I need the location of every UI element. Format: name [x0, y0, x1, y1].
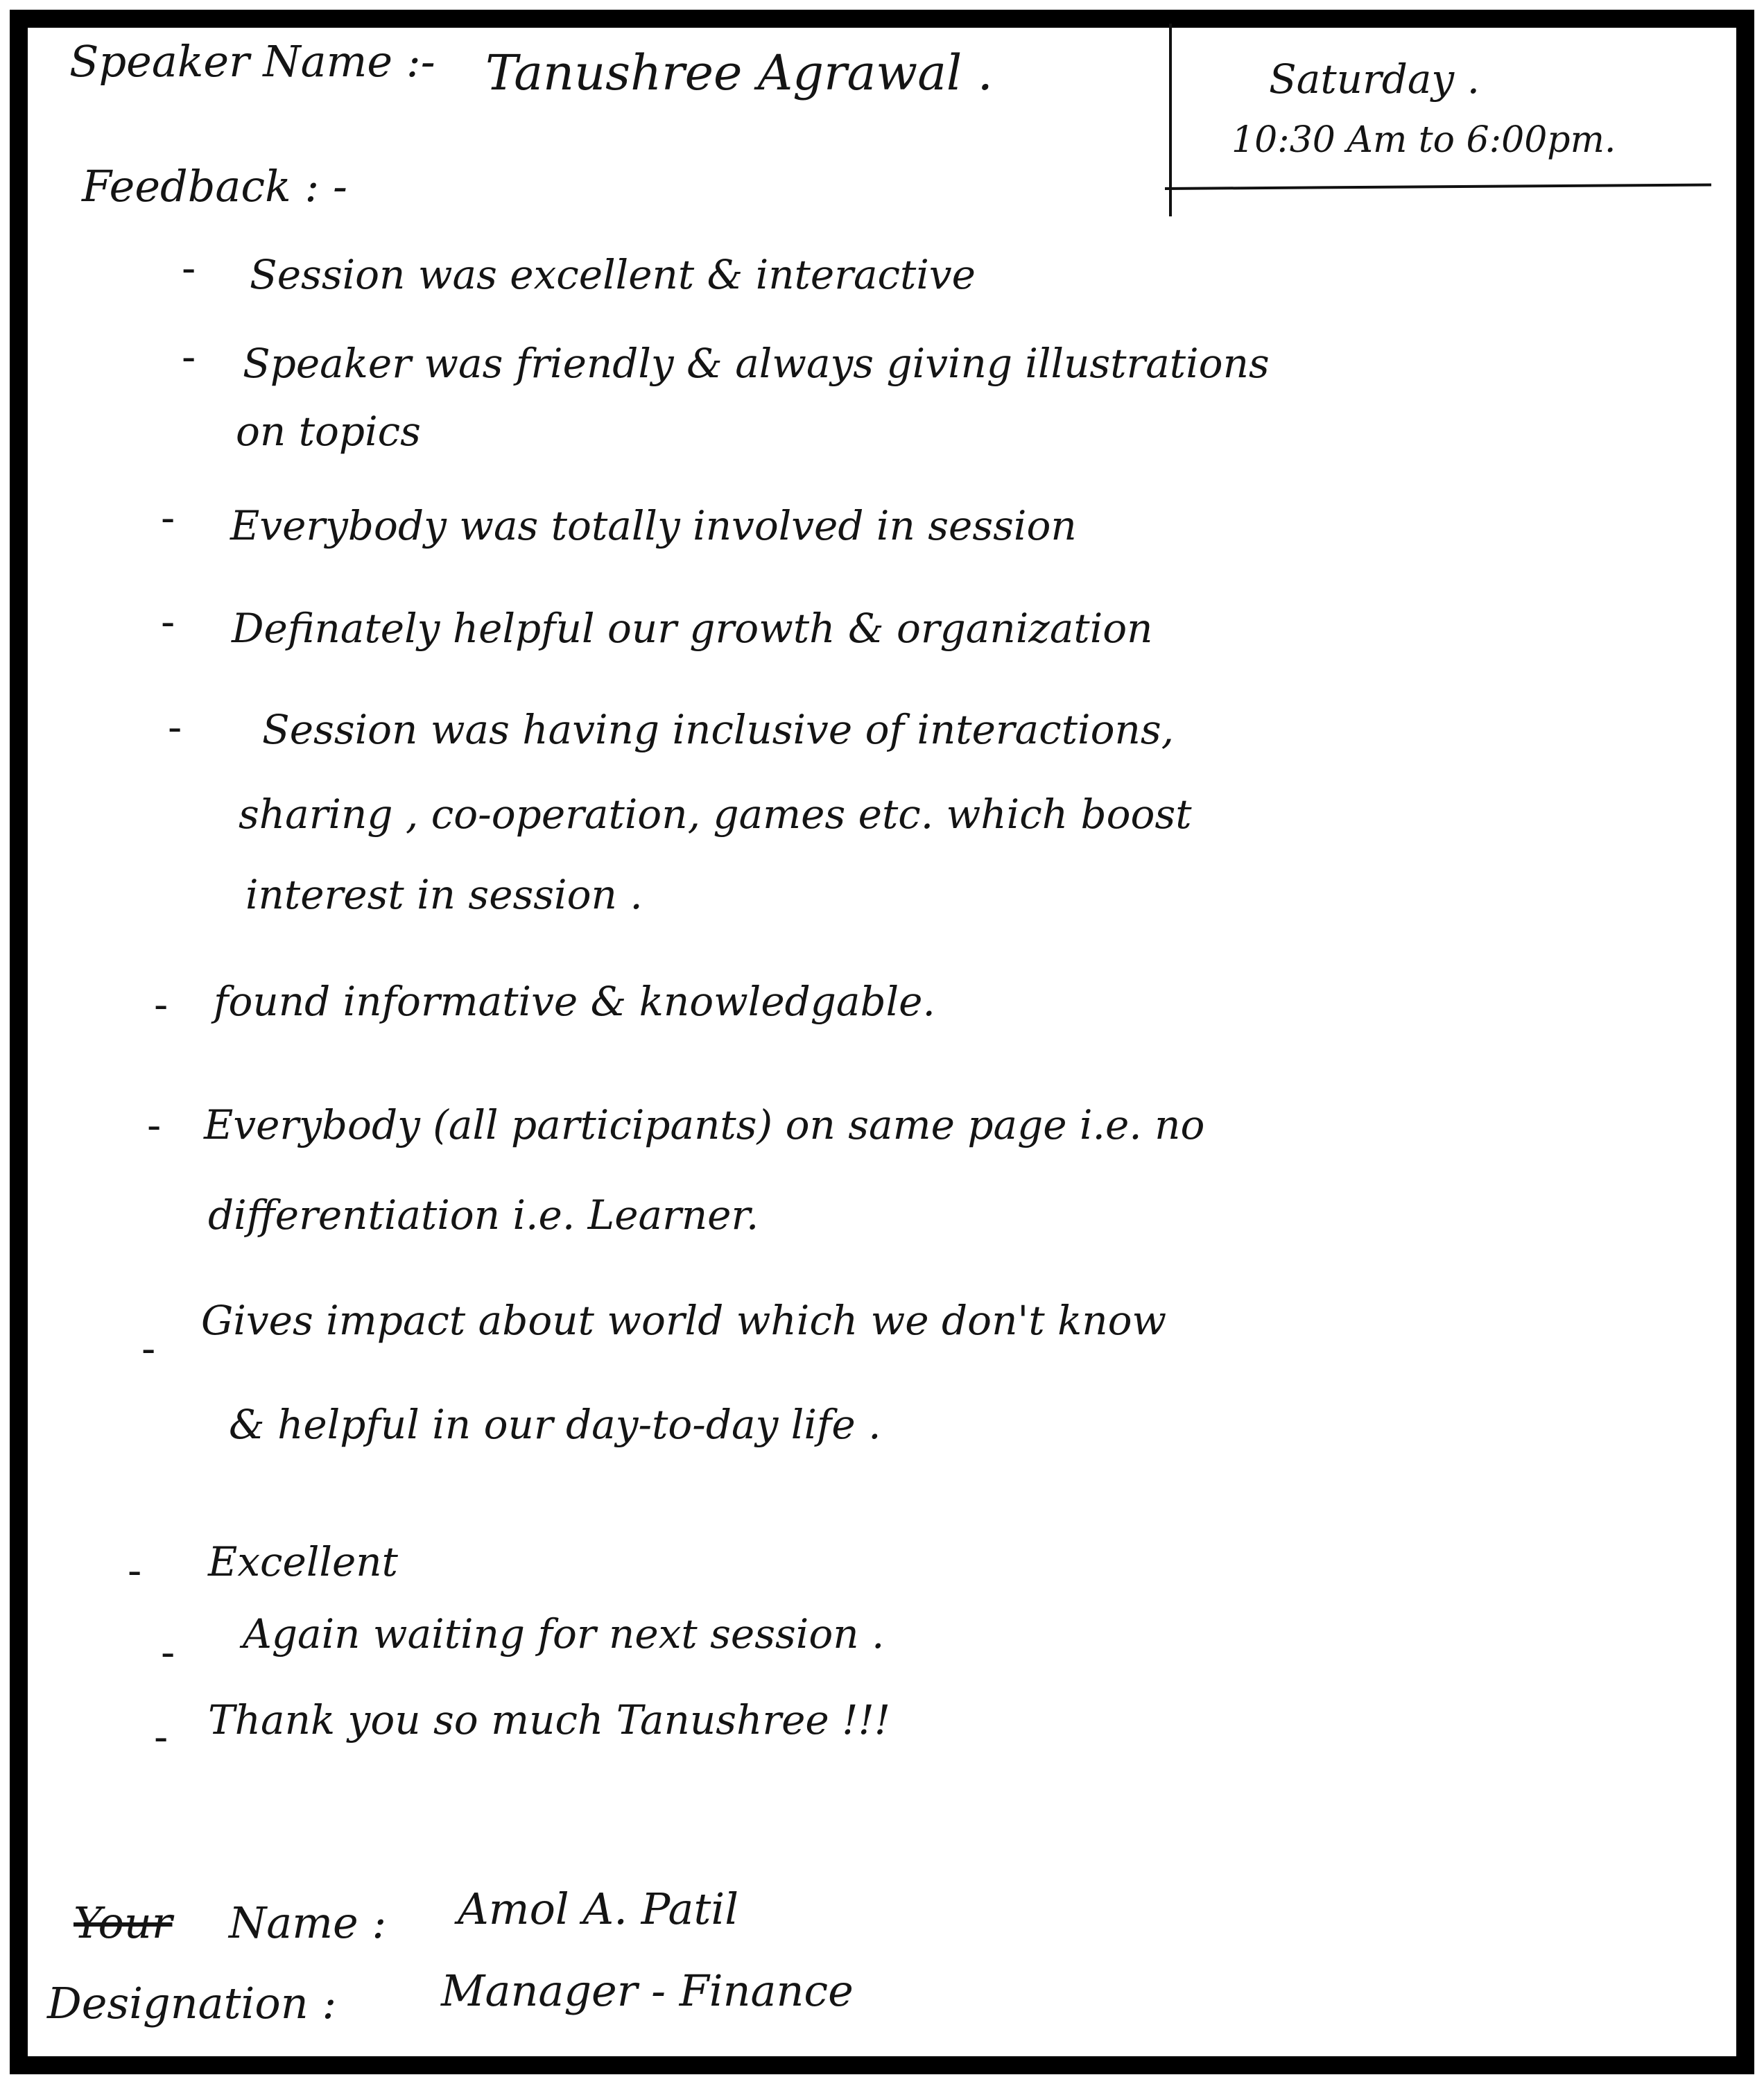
designation-label: Designation :: [47, 1978, 337, 2029]
bullet-dash: -: [182, 244, 196, 293]
bullet-dash: -: [141, 1325, 156, 1373]
schedule-day: Saturday .: [1269, 55, 1480, 103]
feedback-item: Definately helpful our growth & organization: [232, 605, 1153, 652]
bullet-dash: -: [161, 494, 175, 542]
schedule-time: 10:30 Am to 6:00pm.: [1231, 119, 1616, 161]
feedback-item: differentiation i.e. Learner.: [208, 1191, 759, 1239]
speaker-label: Speaker Name :-: [69, 36, 435, 87]
feedback-item: Session was having inclusive of interactions,: [262, 706, 1175, 753]
feedback-item: found informative & knowledgable.: [214, 978, 935, 1025]
page-border: [10, 10, 1754, 2074]
bullet-dash: -: [168, 703, 182, 752]
bullet-dash: -: [154, 981, 168, 1029]
feedback-item: & helpful in our day-to-day life .: [229, 1401, 881, 1448]
feedback-item: Again waiting for next session .: [243, 1610, 885, 1657]
feedback-item: sharing , co-operation, games etc. which boost: [239, 791, 1192, 838]
bullet-dash: -: [147, 1101, 162, 1150]
speaker-name: Tanushree Agrawal .: [485, 44, 993, 101]
feedback-item: on topics: [236, 408, 421, 455]
bullet-dash: -: [161, 1628, 175, 1677]
feedback-item: Speaker was friendly & always giving illustrations: [243, 340, 1270, 387]
feedback-item: Session was excellent & interactive: [250, 251, 976, 298]
feedback-label: Feedback : -: [82, 161, 347, 212]
feedback-item: Everybody (all participants) on same page i.e. no: [204, 1101, 1205, 1148]
bullet-dash: -: [154, 1713, 168, 1762]
feedback-item: Everybody was totally involved in session: [230, 502, 1077, 549]
bullet-dash: -: [161, 598, 175, 646]
struck-word: Your: [74, 1897, 173, 1948]
bullet-dash: -: [128, 1547, 142, 1595]
designation-value: Manager - Finance: [441, 1965, 854, 2016]
bullet-dash: -: [182, 333, 196, 381]
feedback-item: Thank you so much Tanushree !!!: [208, 1696, 891, 1743]
feedback-item: Gives impact about world which we don't know: [201, 1297, 1167, 1344]
name-value: Amol A. Patil: [458, 1884, 739, 1934]
feedback-item: interest in session .: [245, 871, 643, 918]
feedback-item: Excellent: [208, 1538, 398, 1585]
name-label: Name :: [229, 1897, 387, 1948]
